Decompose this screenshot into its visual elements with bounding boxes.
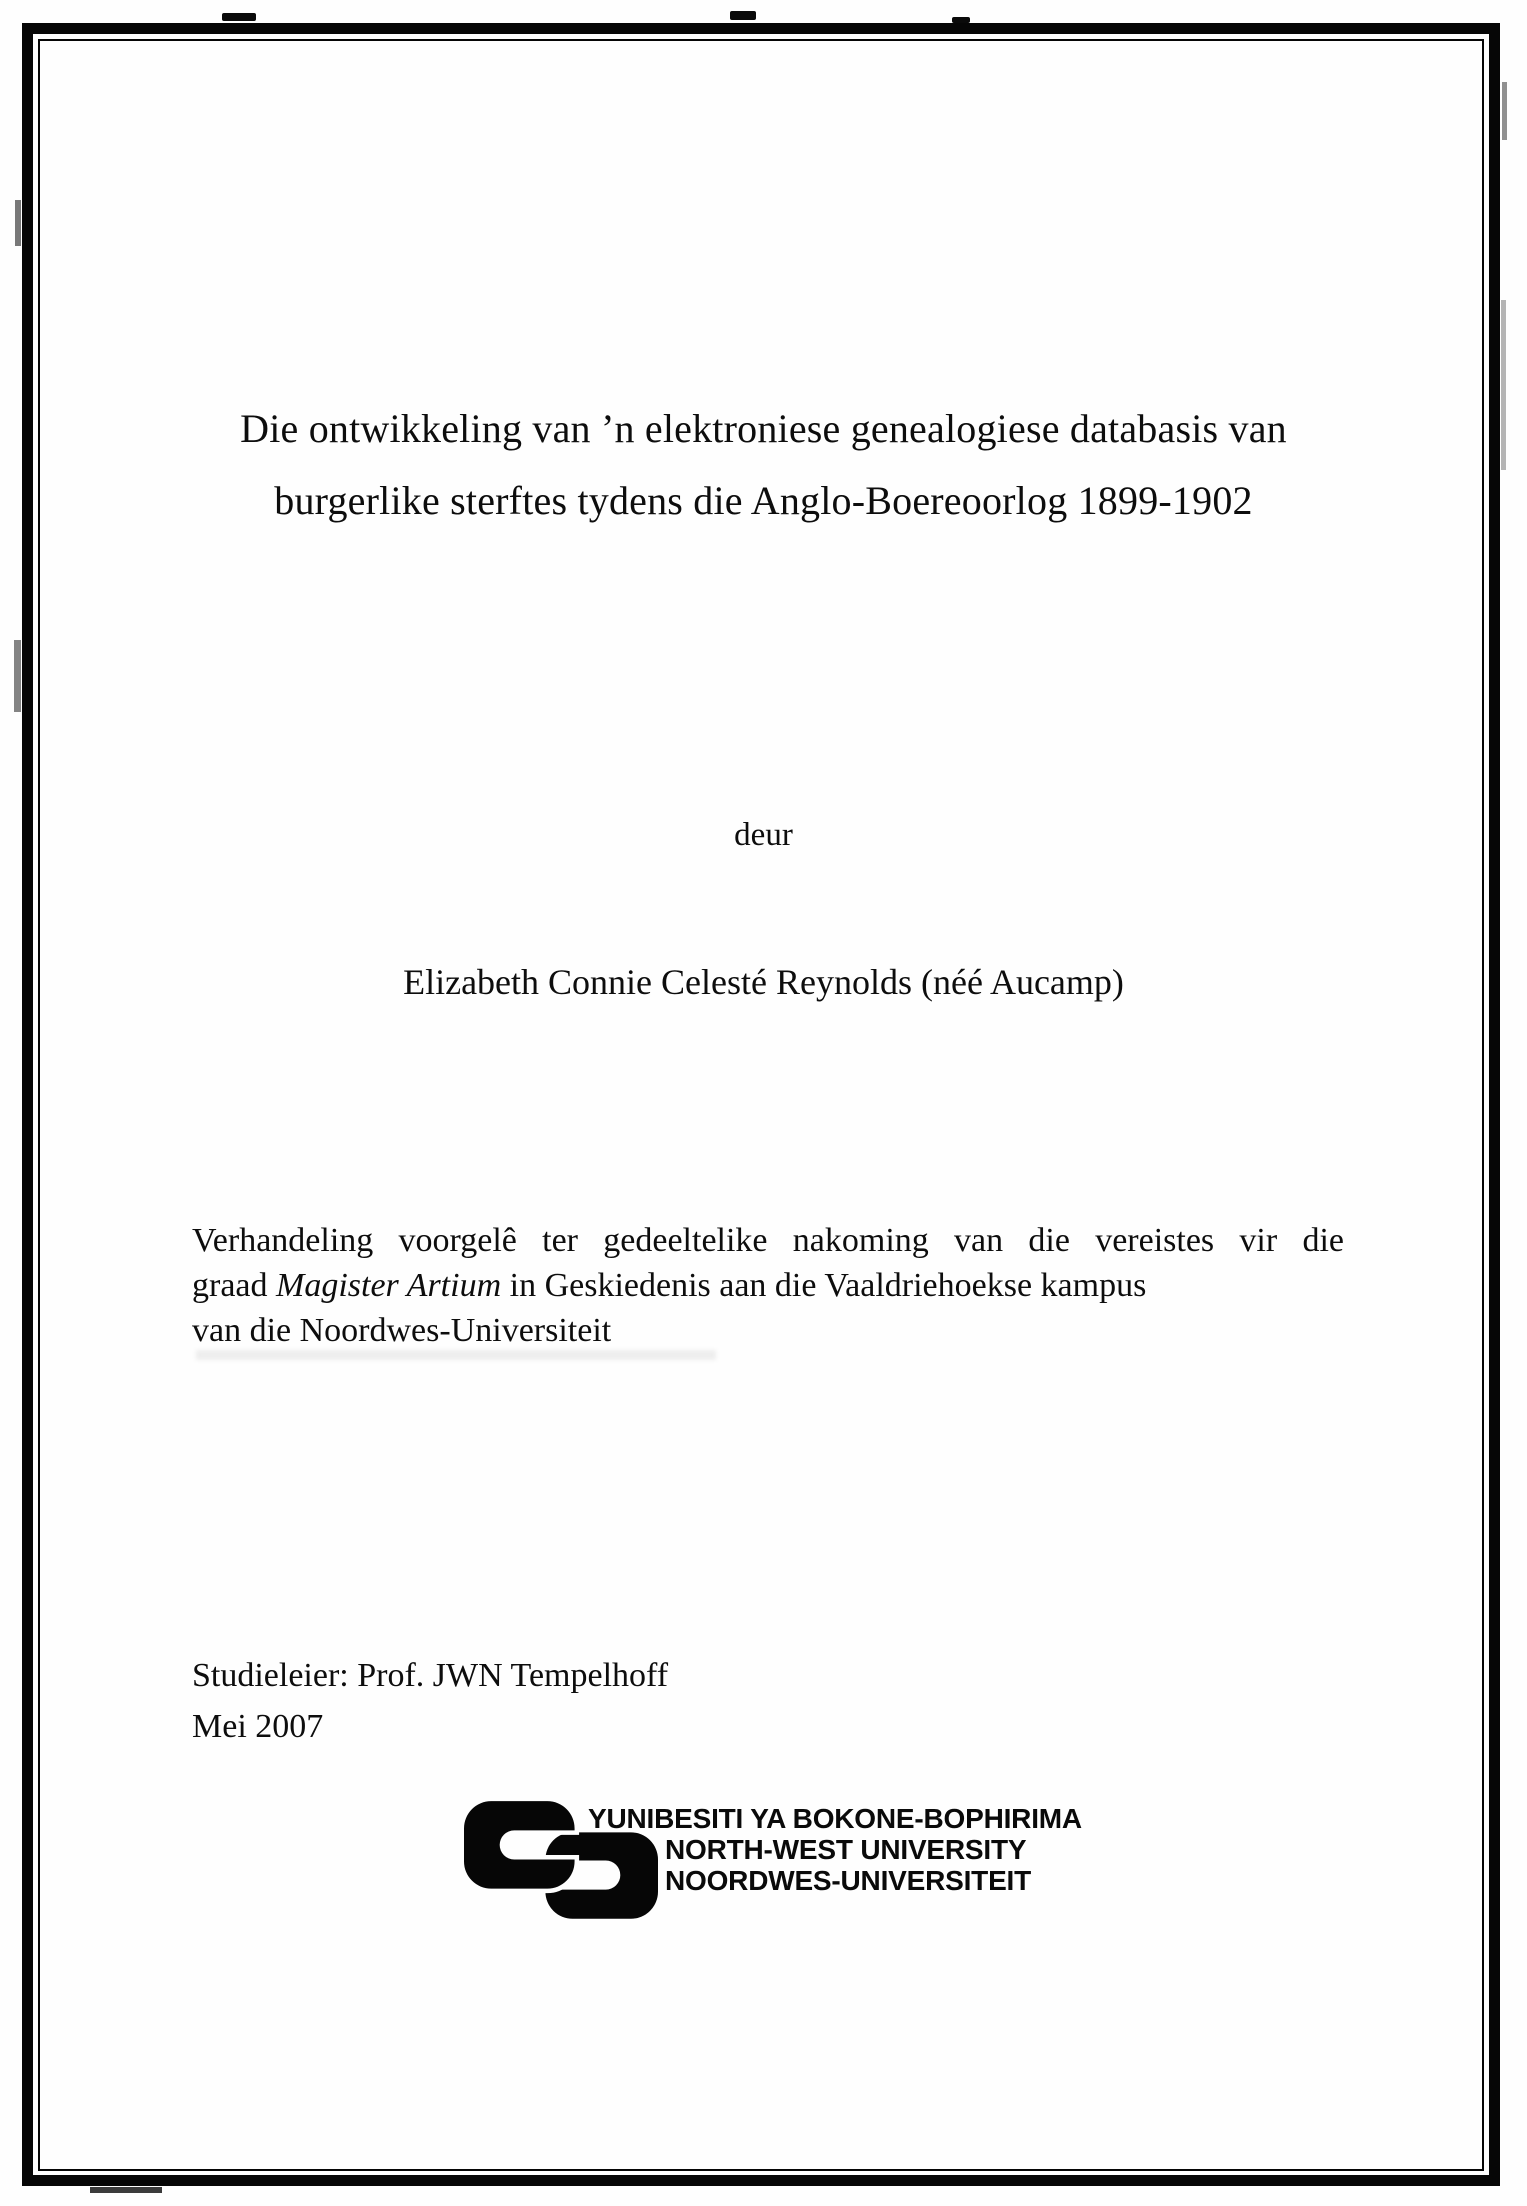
- wordmark-line-setswana: YUNIBESITI YA BOKONE-BOPHIRIMA: [588, 1803, 1082, 1834]
- scan-artifact: [15, 200, 21, 246]
- degree-name-italic: Magister Artium: [276, 1267, 502, 1304]
- statement-line2-suffix: in Geskiedenis aan die Vaaldriehoekse kampus: [501, 1267, 1147, 1304]
- scan-artifact: [222, 13, 256, 21]
- supervisor-block: [192, 1650, 668, 1752]
- supervisor-line: Studieleier: Prof. JWN Tempelhoff: [192, 1657, 669, 1694]
- wordmark-line-afrikaans: NOORDWES-UNIVERSITEIT: [665, 1865, 1032, 1896]
- scan-artifact: [90, 2187, 162, 2193]
- byline-deur: deur: [734, 817, 793, 853]
- thesis-statement-line2: [192, 1263, 1344, 1308]
- date-line: Mei 2007: [192, 1708, 324, 1745]
- thesis-statement-line1: Verhandeling voorgelê ter gedeeltelike nakoming van die vereistes vir die: [192, 1222, 1344, 1259]
- thesis-title-line1: Die ontwikkeling van ’n elektroniese genealogiese databasis van: [240, 406, 1287, 451]
- thesis-title: [90, 393, 1437, 537]
- scan-artifact: [14, 640, 21, 712]
- scan-artifact: [730, 11, 756, 20]
- scan-artifact: [1501, 300, 1506, 470]
- thesis-statement: [192, 1218, 1344, 1353]
- statement-line2-prefix: graad: [192, 1267, 277, 1304]
- thesis-statement-line3: van die Noordwes-Universiteit: [192, 1312, 612, 1349]
- thesis-title-line2: burgerlike sterftes tydens die Anglo-Boereoorlog 1899-1902: [274, 478, 1253, 523]
- scan-artifact: [1502, 82, 1507, 140]
- wordmark-line-english: NORTH-WEST UNIVERSITY: [665, 1834, 1027, 1865]
- scan-artifact: [952, 17, 970, 23]
- university-wordmark: [588, 1803, 1082, 1896]
- author-name: Elizabeth Connie Celesté Reynolds (néé Aucamp): [403, 962, 1124, 1002]
